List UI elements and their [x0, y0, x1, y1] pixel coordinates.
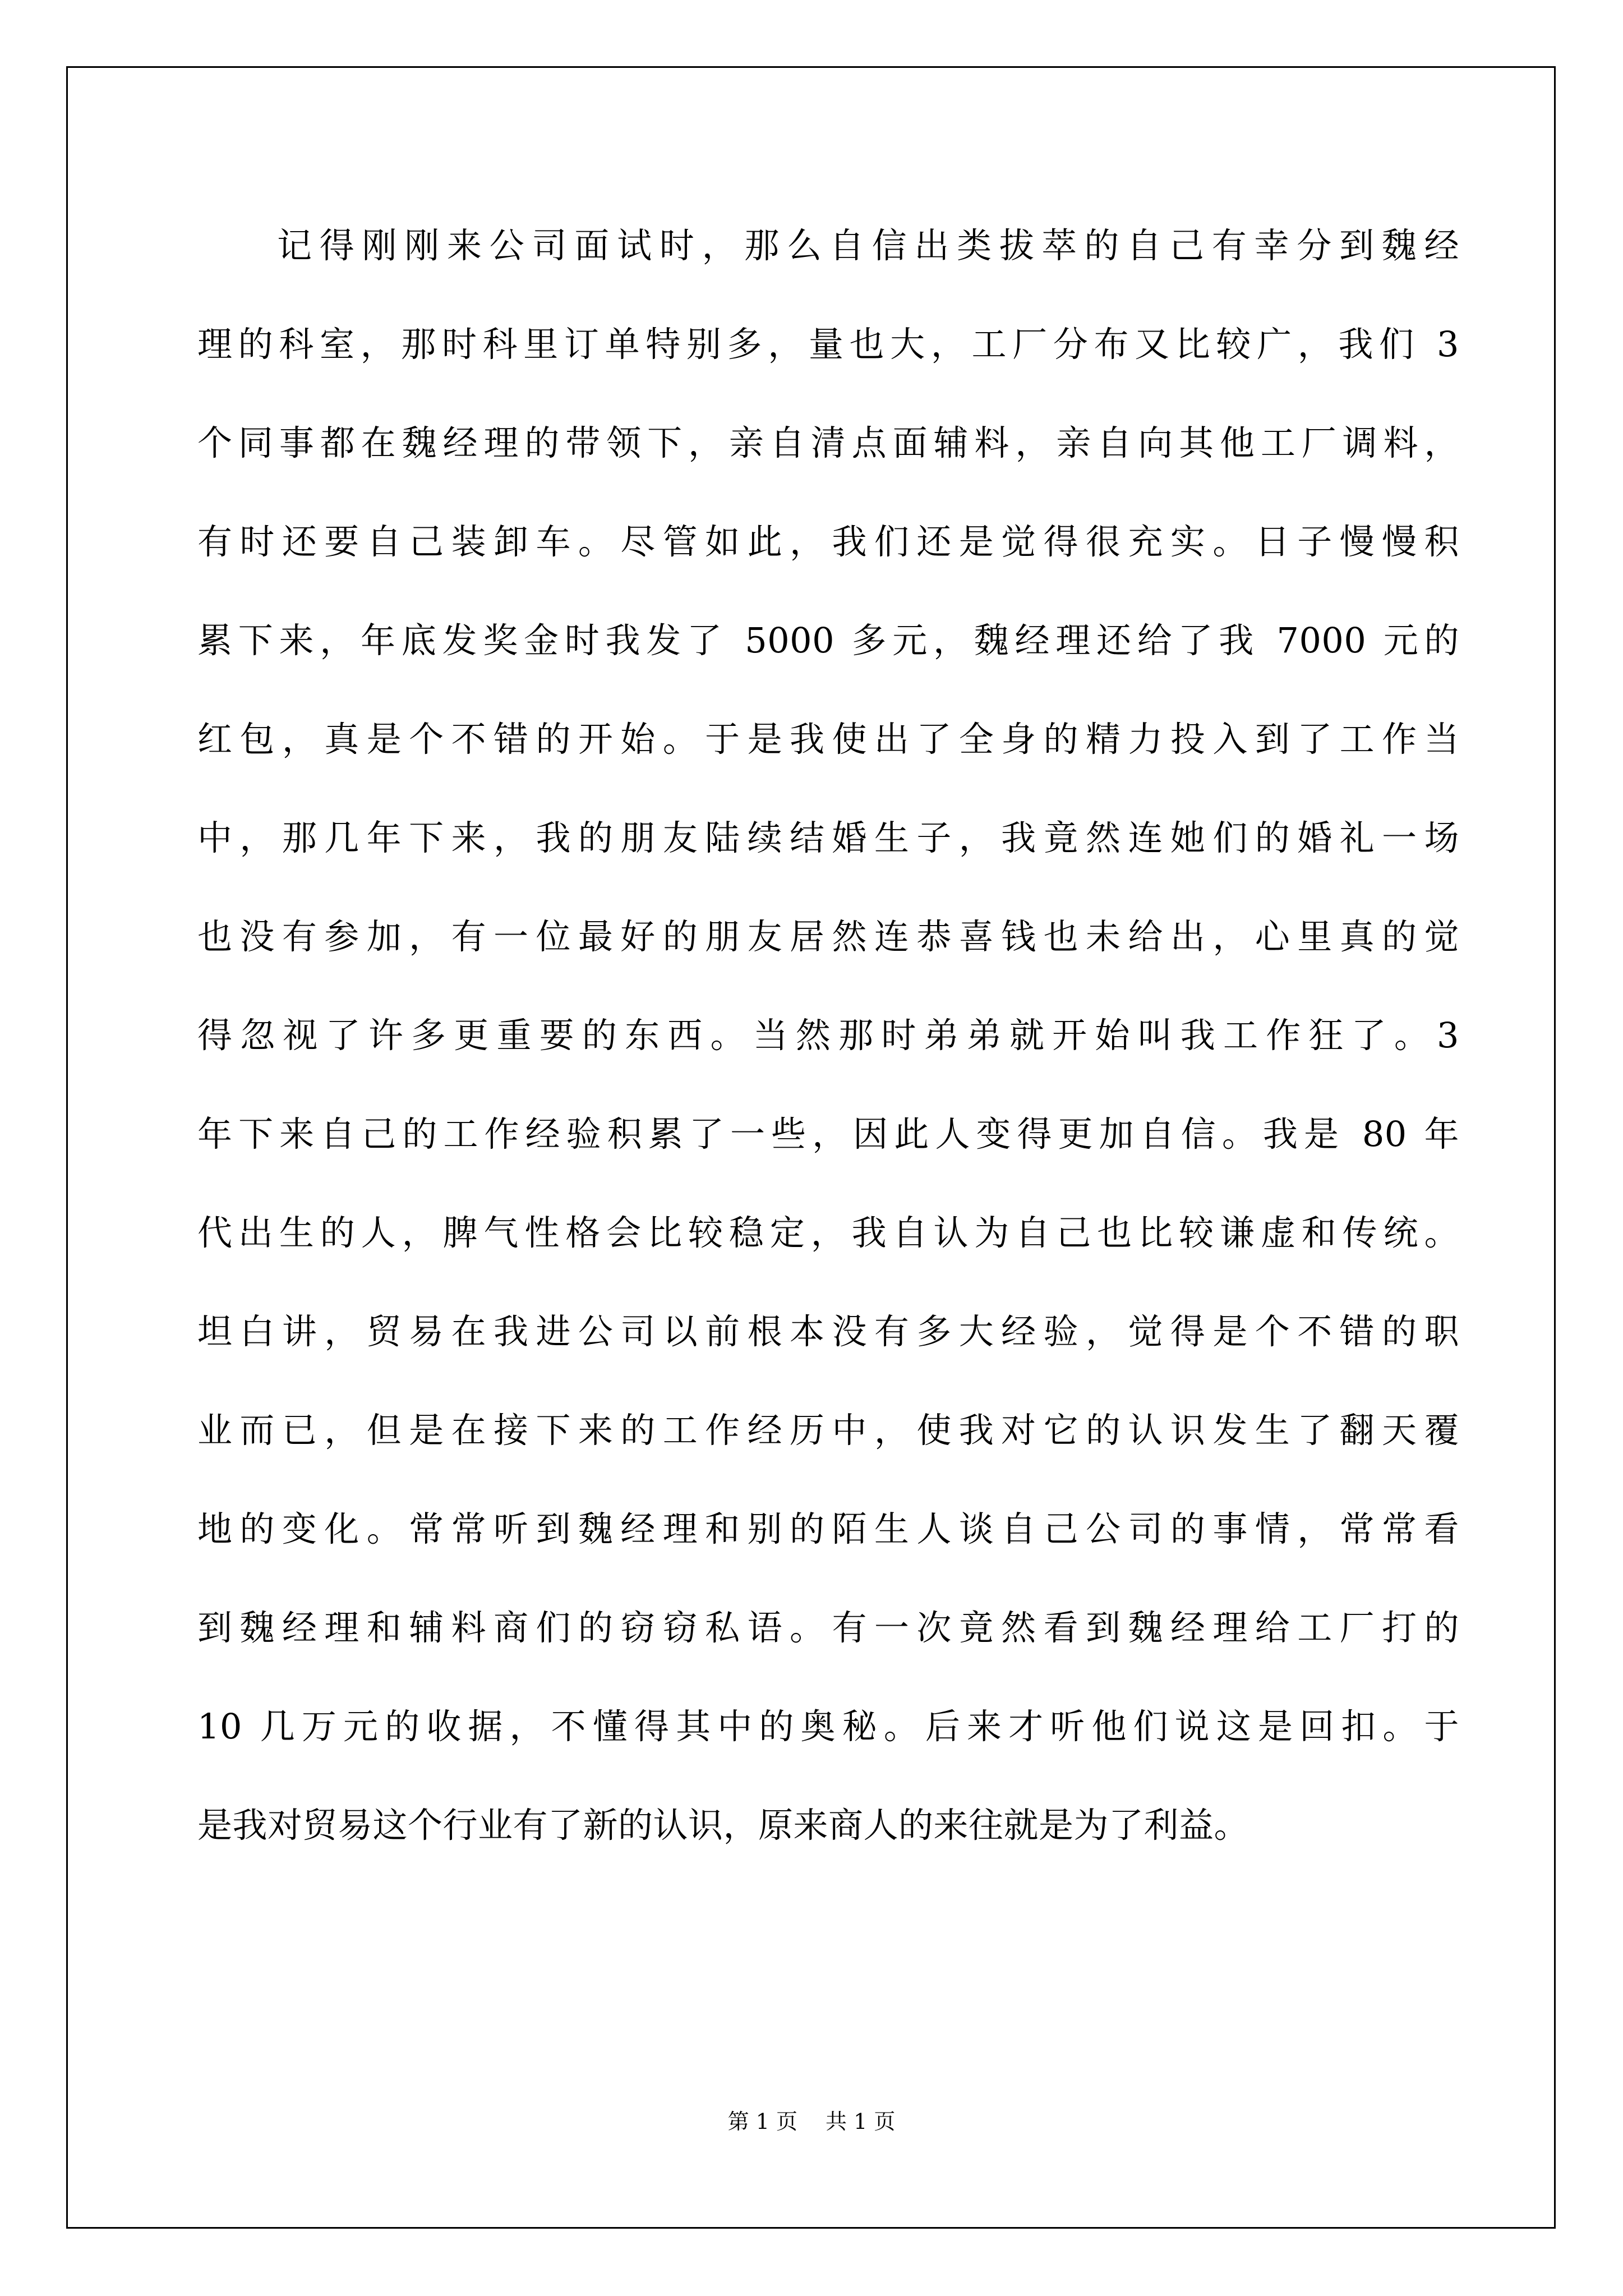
text-line: 10 几万元的收据，不懂得其中的奥秘。后来才听他们说这是回扣。于 [197, 1706, 1459, 1747]
text-line: 个同事都在魏经理的带领下，亲自清点面辅料，亲自向其他工厂调料， [197, 422, 1459, 463]
text-line: 代出生的人，脾气性格会比较稳定，我自认为自己也比较谦虚和传统。 [197, 1212, 1459, 1253]
text-line: 得忽视了许多更重要的东西。当然那时弟弟就开始叫我工作狂了。3 [197, 1015, 1459, 1056]
page-number: 第 1 页 [727, 2109, 797, 2134]
text-line: 累下来，年底发奖金时我发了 5000 多元，魏经理还给了我 7000 元的 [197, 620, 1459, 661]
text-line: 有时还要自己装卸车。尽管如此，我们还是觉得很充实。日子慢慢积 [197, 521, 1459, 562]
text-line: 理的科室，那时科里订单特别多，量也大，工厂分布又比较广，我们 3 [197, 324, 1459, 365]
text-line: 也没有参加，有一位最好的朋友居然连恭喜钱也未给出，心里真的觉 [197, 916, 1459, 957]
page-footer [0, 2108, 1623, 2136]
text-line: 是我对贸易这个行业有了新的认识，原来商人的来往就是为了利益。 [197, 1805, 1249, 1846]
text-line: 到魏经理和辅料商们的窃窃私语。有一次竟然看到魏经理给工厂打的 [197, 1607, 1459, 1648]
text-line: 坦白讲，贸易在我进公司以前根本没有多大经验，觉得是个不错的职 [197, 1311, 1459, 1352]
text-line: 红包，真是个不错的开始。于是我使出了全身的精力投入到了工作当 [197, 719, 1459, 760]
text-line: 业而已，但是在接下来的工作经历中，使我对它的认识发生了翻天覆 [197, 1410, 1459, 1451]
text-line: 记得刚刚来公司面试时，那么自信出类拔萃的自己有幸分到魏经 [277, 225, 1459, 266]
text-line: 年下来自己的工作经验积累了一些，因此人变得更加自信。我是 80 年 [197, 1114, 1459, 1154]
page-total: 共 1 页 [826, 2109, 896, 2134]
text-line: 中，那几年下来，我的朋友陆续结婚生子，我竟然连她们的婚礼一场 [197, 817, 1459, 858]
body-paragraph [197, 208, 1459, 1886]
text-line: 地的变化。常常听到魏经理和别的陌生人谈自己公司的事情，常常看 [197, 1508, 1459, 1549]
